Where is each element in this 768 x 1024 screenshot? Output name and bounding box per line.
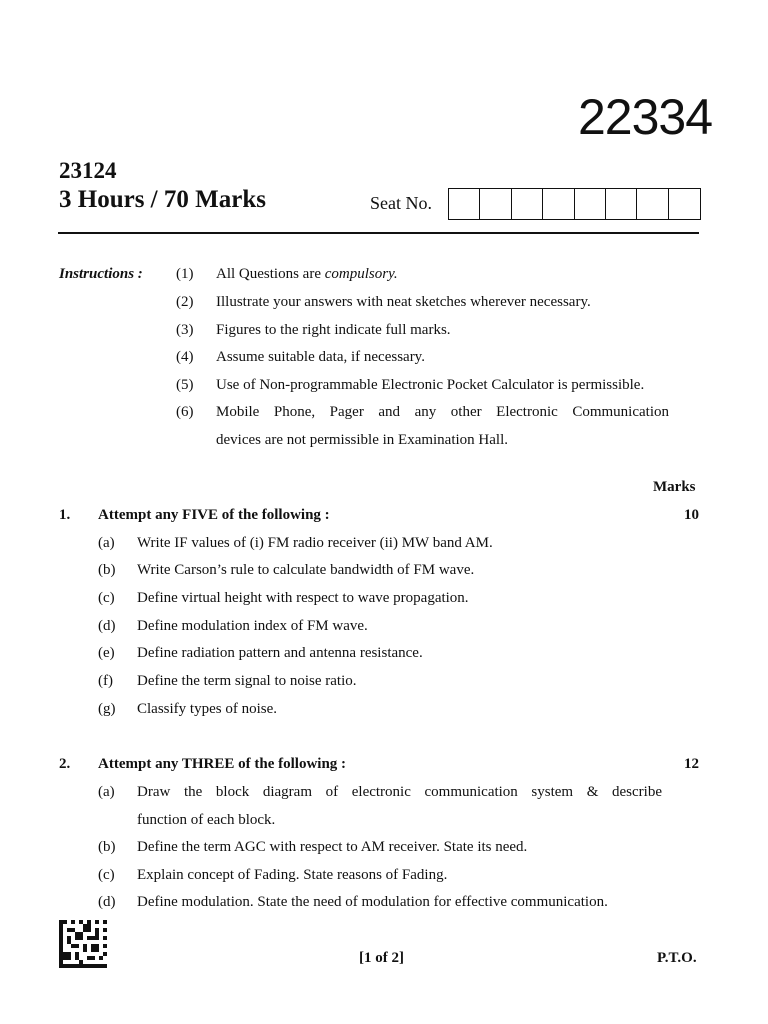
seat-box bbox=[449, 189, 480, 219]
datamatrix-code-icon bbox=[59, 920, 107, 968]
sub-question-text: Explain concept of Fading. State reasons of Fading. bbox=[137, 867, 448, 883]
instruction-text-continued: devices are not permissible in Examination Hall. bbox=[216, 432, 509, 448]
seat-box bbox=[575, 189, 606, 219]
sub-question-text: Write IF values of (i) FM radio receiver (ii) MW band AM. bbox=[137, 535, 493, 551]
instruction-number: (5) bbox=[176, 377, 194, 393]
instruction-number: (1) bbox=[176, 266, 194, 282]
sub-question-label: (f) bbox=[98, 673, 113, 689]
question-marks: 10 bbox=[684, 507, 699, 523]
instruction-item bbox=[176, 349, 691, 366]
sub-question-text: Define modulation index of FM wave. bbox=[137, 618, 368, 634]
sub-question-text: Write Carson’s rule to calculate bandwidth of FM wave. bbox=[137, 562, 475, 578]
sub-question-text: Classify types of noise. bbox=[137, 701, 277, 717]
sub-question bbox=[98, 839, 662, 856]
instruction-item bbox=[176, 398, 669, 454]
sub-question-label: (g) bbox=[98, 701, 116, 717]
sub-question bbox=[98, 867, 662, 884]
marks-column-heading: Marks bbox=[653, 479, 696, 495]
sub-question-label: (e) bbox=[98, 645, 115, 661]
question-title: Attempt any FIVE of the following : bbox=[98, 507, 330, 523]
sub-question-label: (d) bbox=[98, 894, 116, 910]
sub-question-label: (b) bbox=[98, 562, 116, 578]
sub-question bbox=[98, 590, 662, 607]
instruction-item bbox=[176, 377, 691, 394]
seat-box bbox=[543, 189, 574, 219]
sub-question-label: (c) bbox=[98, 590, 115, 606]
sub-question-text: Define radiation pattern and antenna resistance. bbox=[137, 645, 423, 661]
sub-question bbox=[98, 778, 662, 834]
instructions-label: Instructions : bbox=[59, 266, 143, 282]
instruction-number: (3) bbox=[176, 322, 194, 338]
instruction-text: Figures to the right indicate full marks. bbox=[216, 322, 451, 338]
instruction-text: Mobile Phone, Pager and any other Electronic Communication bbox=[216, 404, 669, 420]
sub-question bbox=[98, 645, 662, 662]
instruction-number: (2) bbox=[176, 294, 194, 310]
instruction-text: Assume suitable data, if necessary. bbox=[216, 349, 425, 365]
seat-box bbox=[669, 189, 700, 219]
sub-question-label: (d) bbox=[98, 618, 116, 634]
please-turn-over: P.T.O. bbox=[657, 950, 697, 966]
header-divider bbox=[58, 232, 699, 234]
question-number: 1. bbox=[59, 507, 71, 523]
sub-question-label: (c) bbox=[98, 867, 115, 883]
question-marks: 12 bbox=[684, 756, 699, 772]
sub-question-label: (a) bbox=[98, 535, 115, 551]
sub-question bbox=[98, 673, 662, 690]
instruction-number: (6) bbox=[176, 404, 194, 420]
instruction-item bbox=[176, 294, 691, 311]
instruction-emphasis: compulsory. bbox=[324, 266, 398, 282]
seat-box bbox=[606, 189, 637, 219]
sub-question-text: Define modulation. State the need of modulation for effective communication. bbox=[137, 894, 608, 910]
sub-question-text: Draw the block diagram of electronic communication system & describe bbox=[137, 784, 662, 800]
instruction-text: Use of Non-programmable Electronic Pocket Calculator is permissible. bbox=[216, 377, 645, 393]
seat-box bbox=[637, 189, 668, 219]
page-number: [1 of 2] bbox=[359, 950, 404, 966]
seat-box bbox=[512, 189, 543, 219]
instruction-item bbox=[176, 322, 691, 339]
sub-question-text-continued: function of each block. bbox=[137, 812, 276, 828]
sub-question-label: (b) bbox=[98, 839, 116, 855]
instruction-number: (4) bbox=[176, 349, 194, 365]
duration-marks: 3 Hours / 70 Marks bbox=[59, 186, 266, 213]
sub-question bbox=[98, 618, 662, 635]
sub-question bbox=[98, 562, 662, 579]
sub-question-label: (a) bbox=[98, 784, 115, 800]
seat-number-label: Seat No. bbox=[370, 193, 432, 213]
paper-code: 23124 bbox=[59, 158, 117, 183]
seat-number-boxes bbox=[448, 188, 701, 220]
subject-code: 22334 bbox=[578, 89, 713, 145]
sub-question-text: Define the term AGC with respect to AM receiver. State its need. bbox=[137, 839, 528, 855]
question-title: Attempt any THREE of the following : bbox=[98, 756, 347, 772]
instruction-text: Illustrate your answers with neat sketches wherever necessary. bbox=[216, 294, 591, 310]
sub-question bbox=[98, 701, 662, 718]
seat-box bbox=[480, 189, 511, 219]
instruction-item bbox=[176, 266, 691, 283]
instruction-text: All Questions are compulsory. bbox=[216, 266, 398, 282]
sub-question bbox=[98, 535, 662, 552]
sub-question-text: Define virtual height with respect to wave propagation. bbox=[137, 590, 469, 606]
question-number: 2. bbox=[59, 756, 71, 772]
sub-question-text: Define the term signal to noise ratio. bbox=[137, 673, 357, 689]
sub-question bbox=[98, 894, 707, 911]
